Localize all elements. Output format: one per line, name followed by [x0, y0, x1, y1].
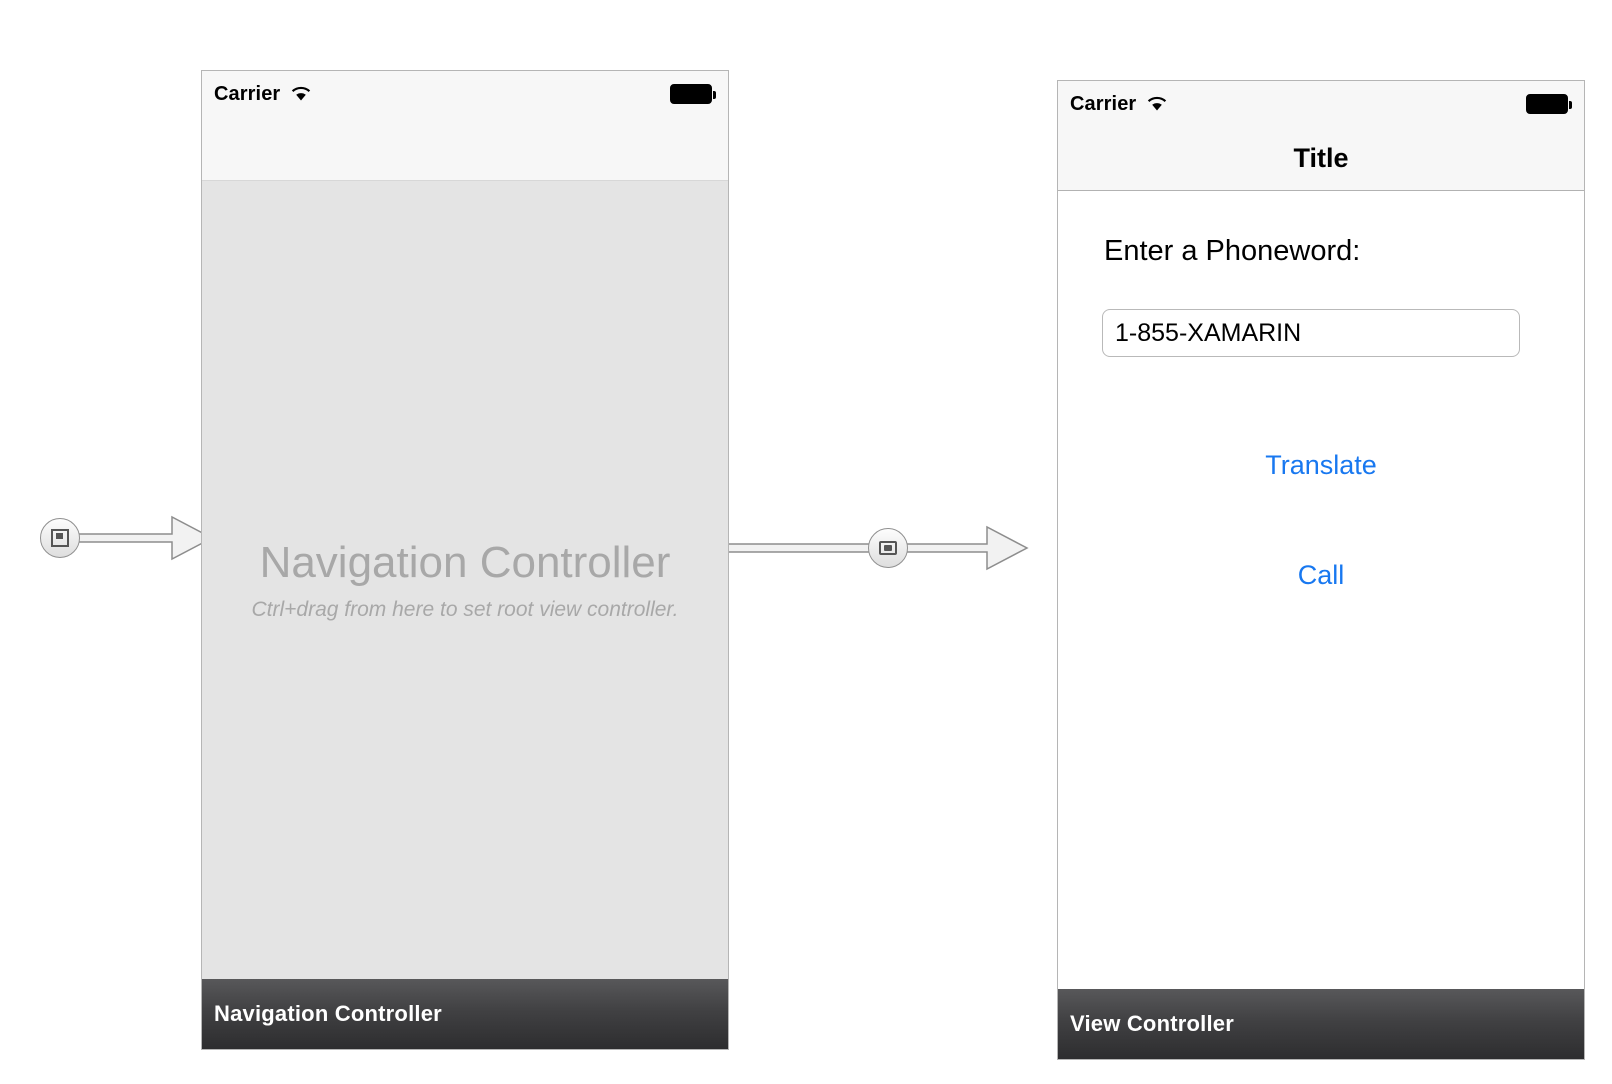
carrier-label: Carrier: [1070, 92, 1137, 115]
status-bar-view: [1058, 81, 1584, 127]
root-view-controller-segue-connector[interactable]: [700, 515, 1030, 581]
status-bar-navigation: [202, 71, 728, 181]
phoneword-input[interactable]: [1102, 309, 1520, 357]
navigation-bar: [1058, 127, 1584, 191]
scene-footer-label-navigation: Navigation Controller: [214, 1001, 442, 1026]
scene-footer-view[interactable]: [1058, 989, 1584, 1059]
translate-button[interactable]: Translate: [1265, 450, 1377, 480]
entry-point-icon[interactable]: [40, 518, 80, 558]
scene-view-controller[interactable]: [1057, 80, 1585, 1060]
scene-footer-navigation[interactable]: [202, 979, 728, 1049]
segue-arrow-shape: [700, 515, 1030, 581]
wifi-icon: [1145, 94, 1169, 117]
phoneword-prompt-label: Enter a Phoneword:: [1104, 235, 1361, 267]
scene-footer-label-view: View Controller: [1070, 1011, 1234, 1036]
view-controller-content: [1058, 192, 1584, 989]
battery-full-icon: [670, 84, 712, 104]
wifi-icon: [289, 84, 313, 107]
battery-full-icon: [1526, 94, 1568, 114]
relationship-segue-icon[interactable]: [868, 528, 908, 568]
navigation-controller-placeholder-subtitle: Ctrl+drag from here to set root view controller.: [251, 598, 679, 621]
scene-navigation-controller[interactable]: [201, 70, 729, 1050]
relationship-segue-glyph: [879, 541, 897, 555]
entry-point-connector[interactable]: [40, 505, 215, 571]
navigation-bar-title: Title: [1293, 143, 1349, 173]
entry-point-glyph: [51, 529, 69, 547]
navigation-controller-placeholder-area: [202, 181, 728, 979]
navigation-controller-placeholder-title: Navigation Controller: [259, 538, 671, 587]
call-button[interactable]: Call: [1297, 560, 1345, 590]
carrier-label: Carrier: [214, 82, 281, 105]
